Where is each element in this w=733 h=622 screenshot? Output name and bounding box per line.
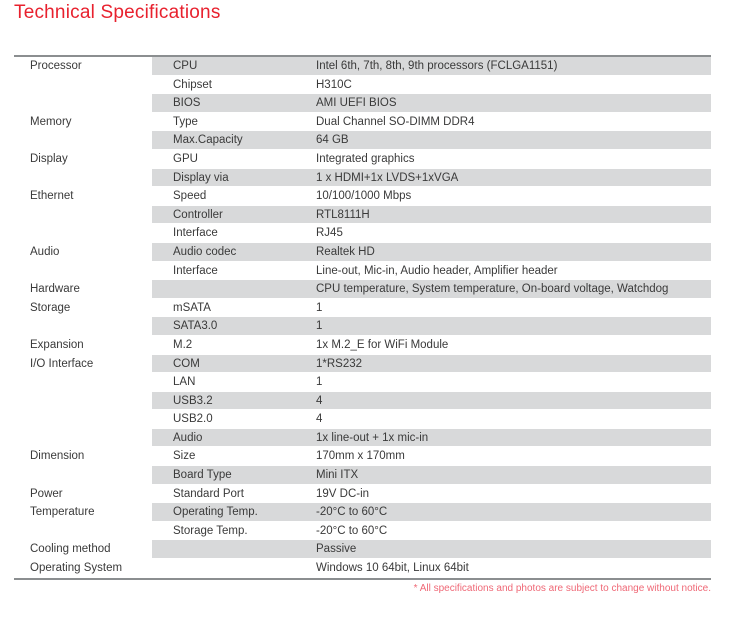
cell-attribute: Display via [152, 169, 316, 188]
cell-attribute: USB2.0 [173, 413, 213, 426]
table-row [14, 447, 711, 466]
cell-category: Processor [30, 60, 82, 72]
cell-category: Expansion [30, 338, 84, 351]
cell-value: 4 [316, 392, 711, 411]
cell-value: 1 [316, 376, 323, 389]
table-row [14, 187, 711, 206]
table-row [14, 503, 711, 522]
cell-category [14, 317, 152, 336]
table-row [14, 522, 711, 541]
cell-category: Cooling method [30, 543, 111, 556]
table-row [14, 466, 711, 485]
cell-category: Temperature [30, 506, 95, 519]
cell-category [14, 224, 152, 243]
cell-category [14, 131, 152, 150]
cell-category [14, 392, 152, 411]
cell-category: Ethernet [30, 190, 74, 203]
cell-attribute: LAN [173, 376, 196, 389]
cell-attribute: Storage Temp. [173, 524, 248, 537]
cell-attribute: Interface [173, 264, 218, 277]
cell-category: Audio [30, 245, 60, 258]
cell-attribute: Max.Capacity [152, 131, 316, 150]
cell-attribute: SATA3.0 [152, 317, 316, 336]
cell-attribute: CPU [152, 57, 316, 76]
cell-value: 10/100/1000 Mbps [316, 190, 412, 203]
cell-attribute: Standard Port [173, 487, 244, 500]
cell-value: 1 x HDMI+1x LVDS+1xVGA [316, 169, 711, 188]
cell-attribute: COM [152, 355, 316, 374]
table-row [14, 169, 711, 188]
table-row [14, 373, 711, 392]
cell-value: 1 [316, 301, 323, 314]
cell-attribute: Size [173, 450, 196, 463]
cell-attribute [152, 280, 316, 299]
table-row [14, 540, 711, 559]
cell-category [14, 206, 152, 225]
table-row [14, 113, 711, 132]
cell-attribute: Interface [173, 227, 218, 240]
table-row [14, 299, 711, 318]
cell-value: 1x line-out + 1x mic-in [316, 429, 711, 448]
cell-category [14, 522, 152, 541]
cell-value: 1 [316, 317, 711, 336]
cell-category [14, 429, 152, 448]
table-row [14, 429, 711, 448]
cell-value: -20°C to 60°C [316, 503, 711, 522]
cell-value: Integrated graphics [316, 152, 415, 165]
cell-attribute: USB3.2 [152, 392, 316, 411]
cell-value: RJ45 [316, 227, 343, 240]
cell-value: 64 GB [316, 131, 711, 150]
cell-attribute: Operating Temp. [152, 503, 316, 522]
cell-value: Line-out, Mic-in, Audio header, Amplifier header [316, 264, 558, 277]
table-row [14, 206, 711, 225]
cell-category: Hardware [30, 283, 80, 296]
cell-attribute: Board Type [152, 466, 316, 485]
cell-category [14, 410, 152, 429]
cell-value: H310C [316, 78, 352, 91]
cell-attribute: Chipset [173, 78, 212, 91]
cell-value: 1x M.2_E for WiFi Module [316, 338, 449, 351]
cell-category [14, 94, 152, 113]
cell-attribute: Speed [173, 190, 207, 203]
cell-value: 1*RS232 [316, 355, 711, 374]
cell-attribute: Audio [152, 429, 316, 448]
table-row [14, 485, 711, 504]
table-row [14, 243, 711, 262]
cell-category: Power [30, 487, 63, 500]
table-row [14, 355, 711, 374]
table-row [14, 224, 711, 243]
table-row [14, 336, 711, 355]
cell-value: -20°C to 60°C [316, 524, 388, 537]
cell-attribute: Audio codec [152, 243, 316, 262]
table-row [14, 410, 711, 429]
cell-category [14, 466, 152, 485]
spec-table [14, 55, 711, 580]
footnote: * All specifications and photos are subject to change without notice. [413, 583, 711, 594]
table-row [14, 57, 711, 76]
cell-category [14, 373, 152, 392]
cell-category: I/O Interface [30, 357, 94, 370]
page-title: Technical Specifications [14, 2, 221, 23]
cell-category: Storage [30, 301, 71, 314]
cell-category: Display [30, 152, 68, 165]
cell-value: 19V DC-in [316, 487, 370, 500]
cell-category: Operating System [30, 562, 123, 575]
cell-value: Mini ITX [316, 466, 711, 485]
cell-attribute: Controller [152, 206, 316, 225]
cell-value: AMI UEFI BIOS [316, 94, 711, 113]
table-row [14, 280, 711, 299]
cell-attribute: Type [173, 115, 198, 128]
cell-value: RTL8111H [316, 206, 711, 225]
cell-value: 170mm x 170mm [316, 450, 405, 463]
cell-category: Memory [30, 115, 72, 128]
table-row [14, 150, 711, 169]
cell-attribute [152, 559, 316, 578]
cell-value: Windows 10 64bit, Linux 64bit [316, 562, 469, 575]
table-row [14, 317, 711, 336]
table-row [14, 262, 711, 281]
cell-category [14, 169, 152, 188]
cell-value: Intel 6th, 7th, 8th, 9th processors (FCLGA1151) [316, 57, 711, 76]
cell-attribute: M.2 [173, 338, 193, 351]
table-row [14, 392, 711, 411]
table-row [14, 76, 711, 95]
table-row [14, 559, 711, 578]
cell-attribute: mSATA [173, 301, 211, 314]
cell-category [14, 262, 152, 281]
cell-attribute: GPU [173, 152, 198, 165]
cell-value: Dual Channel SO-DIMM DDR4 [316, 115, 475, 128]
cell-value: CPU temperature, System temperature, On-board voltage, Watchdog [316, 280, 711, 299]
cell-attribute [152, 540, 316, 559]
cell-value: 4 [316, 413, 323, 426]
cell-attribute: BIOS [152, 94, 316, 113]
table-row [14, 131, 711, 150]
cell-category [14, 76, 152, 95]
cell-category: Dimension [30, 450, 85, 463]
cell-value: Passive [316, 540, 711, 559]
table-row [14, 94, 711, 113]
cell-value: Realtek HD [316, 243, 711, 262]
